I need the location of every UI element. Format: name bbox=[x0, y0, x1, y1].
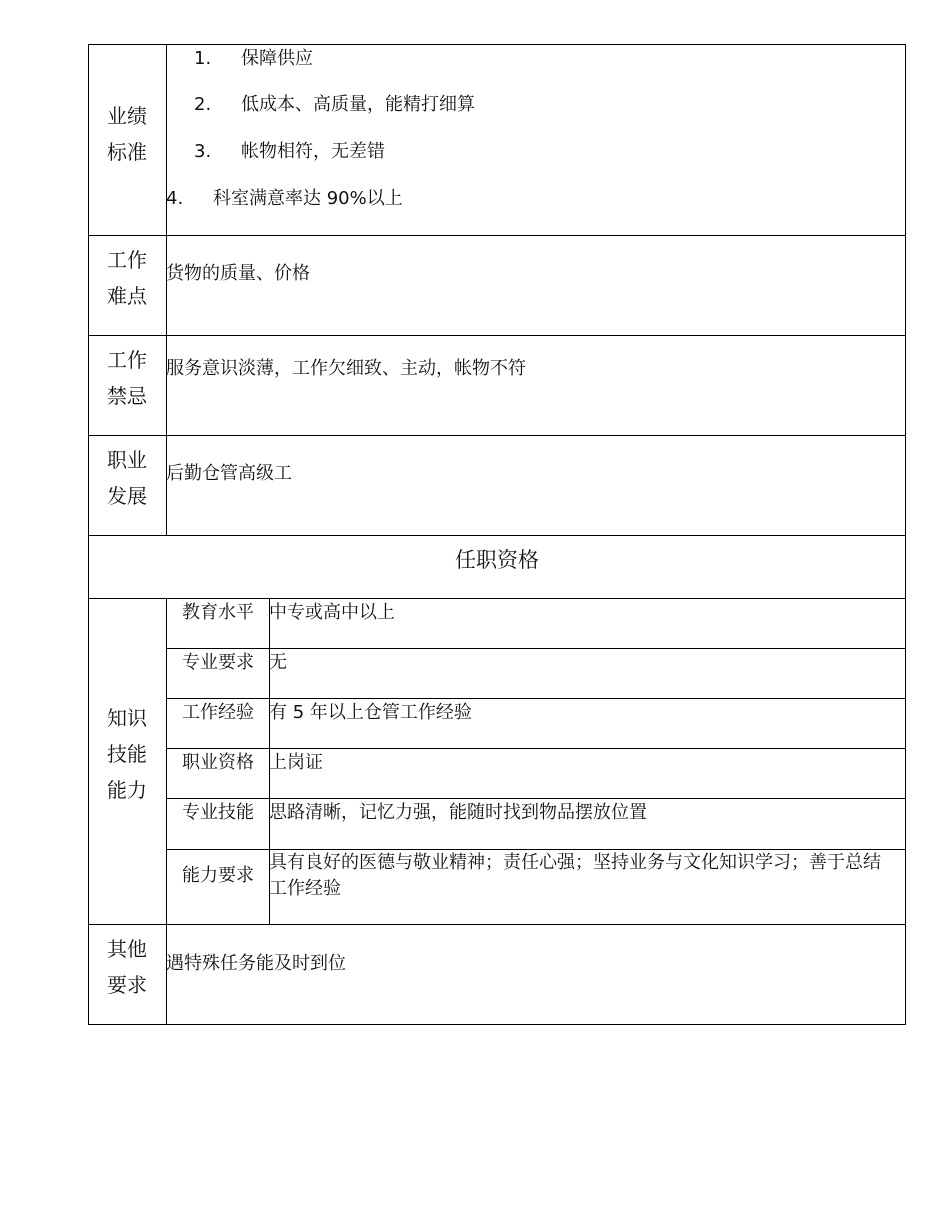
knowledge-label: 知识 技能 能力 bbox=[107, 706, 147, 802]
ability-label: 能力要求 bbox=[182, 865, 254, 886]
difficulty-label: 工作 难点 bbox=[107, 248, 147, 308]
list-item: 帐物相符，无差错 bbox=[241, 141, 385, 162]
certification-label: 职业资格 bbox=[182, 752, 254, 773]
row-divider bbox=[88, 924, 906, 925]
difficulty-text: 货物的质量、价格 bbox=[166, 263, 310, 284]
education-label: 教育水平 bbox=[182, 602, 254, 623]
major-label: 专业要求 bbox=[182, 652, 254, 673]
skills-value: 思路清晰，记忆力强，能随时找到物品摆放位置 bbox=[269, 802, 647, 823]
row-divider bbox=[166, 748, 906, 749]
taboo-text: 服务意识淡薄，工作欠细致、主动，帐物不符 bbox=[166, 358, 526, 379]
experience-value: 有 5 年以上仓管工作经验 bbox=[269, 702, 472, 723]
experience-label: 工作经验 bbox=[182, 702, 254, 723]
taboo-label: 工作 禁忌 bbox=[107, 348, 147, 408]
career-text: 后勤仓管高级工 bbox=[166, 463, 292, 484]
row-divider bbox=[166, 798, 906, 799]
list-item: 保障供应 bbox=[241, 48, 313, 69]
list-item-number: 2. bbox=[194, 94, 212, 115]
row-divider bbox=[88, 598, 906, 599]
section-title: 任职资格 bbox=[455, 548, 539, 572]
row-divider bbox=[88, 535, 906, 536]
row-divider bbox=[88, 235, 906, 236]
list-item-number: 1. bbox=[194, 48, 212, 69]
row-divider bbox=[166, 698, 906, 699]
ability-value: 具有良好的医德与敬业精神；责任心强；坚持业务与文化知识学习；善于总结工作经验 bbox=[269, 852, 881, 899]
career-label: 职业 发展 bbox=[107, 448, 147, 508]
education-value: 中专或高中以上 bbox=[269, 602, 395, 623]
other-label: 其他 要求 bbox=[107, 937, 147, 997]
list-item: 科室满意率达 90%以上 bbox=[213, 188, 403, 209]
other-text: 遇特殊任务能及时到位 bbox=[166, 953, 346, 974]
row-divider bbox=[88, 435, 906, 436]
list-item-number: 3. bbox=[194, 141, 212, 162]
row-divider bbox=[166, 648, 906, 649]
list-item-number: 4. bbox=[166, 188, 184, 209]
row-divider bbox=[88, 335, 906, 336]
skills-label: 专业技能 bbox=[182, 802, 254, 823]
major-value: 无 bbox=[269, 652, 287, 673]
performance-label: 业绩 标准 bbox=[107, 104, 147, 164]
list-item: 低成本、高质量，能精打细算 bbox=[241, 94, 475, 115]
certification-value: 上岗证 bbox=[269, 752, 323, 773]
